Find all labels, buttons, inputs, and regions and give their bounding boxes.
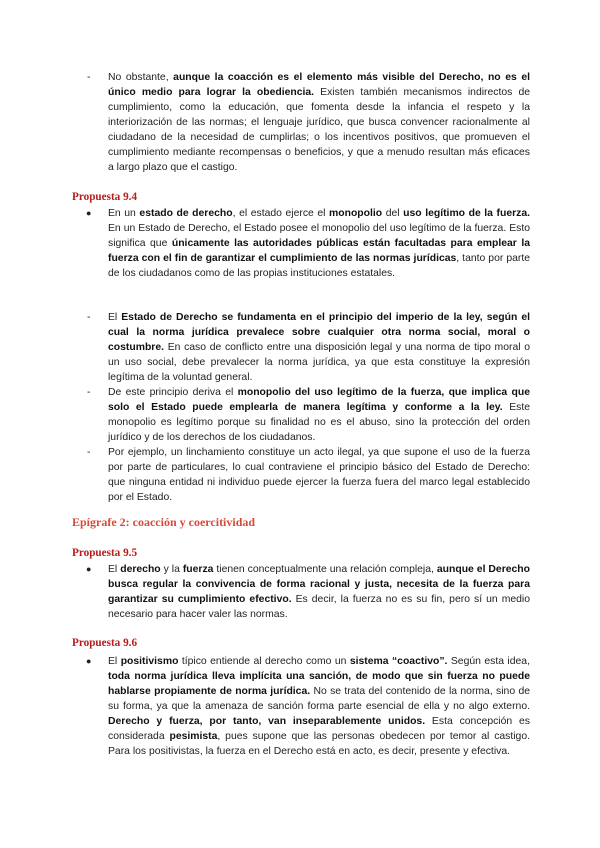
bold-text: Estado de Derecho se fundamenta en el principio del imperio de la ley, según el cual la norma jurídica prevalece sobre cualquier otra norma social, moral o costumbre. (108, 312, 530, 353)
body-text: Existen también mecanismos indirectos de cumplimiento, como la educación, que fomenta desde la infancia el respeto y la interiorización de las normas; el lenguaje jurídico, que busca convencer racionalmente al ciudadano de la necesidad de cumplirlas; o los incentivos positivos, que promueven el cumplimiento mediante recompensas o beneficios, y que a menudo resultan más eficaces a largo plazo que el castigo. (108, 87, 531, 173)
list-item (72, 445, 530, 505)
body-text: típico entiende al derecho como un (178, 656, 350, 667)
body-text: , tanto por parte de los ciudadanos como de las propias instituciones estatales. (108, 253, 531, 279)
bold-text: pesimista (169, 731, 218, 742)
body-text: y la (160, 564, 183, 575)
body-text: El (108, 564, 121, 575)
list-item (72, 70, 530, 175)
body-text: De este principio deriva el (108, 387, 238, 398)
bold-text: estado de derecho (139, 208, 233, 219)
bold-text: aunque la coacción es el elemento más visible del Derecho, no es el único medio para lograr la obediencia. (108, 72, 530, 98)
body-text: El (108, 656, 121, 667)
body-text: tienen conceptualmente una relación compleja, (213, 564, 437, 575)
body-text: No obstante, (108, 72, 174, 83)
body-text: , el estado ejerce el (232, 208, 330, 219)
bold-text: aunque el Derecho busca regular la convivencia de forma racional y justa, necesita de la fuerza para garantizar su cumplimiento efectivo. (108, 564, 530, 605)
body-text: , pues supone que las personas obedecen por temor al castigo. Para los positivistas, la fuerza en el Derecho está en acto, es decir, presente y efectiva. (108, 731, 530, 757)
list-item (72, 310, 530, 385)
dash-marker: - (87, 387, 91, 398)
bold-text: únicamente las autoridades públicas están facultadas para emplear la fuerza con el fin de garantizar el cumplimiento de las normas jurídicas (108, 238, 530, 264)
bold-text: Derecho y fuerza, por tanto, van inseparablemente unidos. (108, 716, 426, 727)
body-text: El (108, 312, 122, 323)
dash-marker: - (87, 447, 91, 458)
bold-text: monopolio (329, 208, 383, 219)
body-text: Este monopolio es legítimo porque su finalidad no es el abuso, sino la protección del orden jurídico y de los derechos de los ciudadanos. (108, 402, 530, 443)
heading-propuesta-9-6: Propuesta 9.6 (72, 637, 138, 649)
body-text: Por ejemplo, un linchamiento constituye un acto ilegal, ya que supone el uso de la fuerza por parte de particulares, lo cual contraviene el principio básico del Estado de Derecho: que ninguna entidad ni individuo puede ejercer la fuerza fuera del marco legal establecido por el Estado. (108, 447, 530, 503)
bullet-icon: ● (86, 208, 92, 218)
bold-text: toda norma jurídica lleva implícita una sanción, de modo que sin fuerza no puede hablarse propiamente de norma jurídica. (108, 671, 530, 697)
list-propuesta-9-5 (72, 562, 530, 622)
list-propuesta-9-6 (72, 654, 530, 759)
body-text: No se trata del contenido de la norma, sino de su forma, ya que la amenaza de sanción forma parte esencial de ella y no algo externo. (108, 686, 530, 712)
list-item (72, 206, 530, 281)
heading-propuesta-9-4: Propuesta 9.4 (72, 191, 138, 203)
bold-text: sistema “coactivo”. (349, 656, 448, 667)
heading-propuesta-9-5: Propuesta 9.5 (72, 547, 138, 559)
bullet-icon: ● (86, 656, 92, 666)
bold-text: derecho (120, 564, 161, 575)
body-text: del (382, 208, 404, 219)
bold-text: fuerza (182, 564, 214, 575)
epigrafe-heading: Epígrafe 2: coacción y coercitividad (72, 515, 256, 529)
list-continuation (72, 70, 530, 175)
bold-text: monopolio del uso legítimo de la fuerza, que implica que solo el Estado puede emplearla de manera legítima y conforme a la ley. (108, 387, 530, 413)
body-text: En un Estado de Derecho, el Estado posee el monopolio del uso legítimo de la fuerza. Esto significa que (108, 223, 530, 249)
body-text: Esta concepción es considerada (108, 716, 530, 742)
list-item (72, 385, 530, 445)
body-text: En un (108, 208, 140, 219)
body-text: En caso de conflicto entre una disposición legal y una norma de tipo moral o un uso social, debe prevalecer la norma jurídica, ya que esta constituye la expresión legítima de la voluntad general. (108, 342, 530, 383)
list-item (72, 654, 530, 759)
bullet-icon: ● (86, 564, 92, 574)
dash-marker: - (87, 72, 91, 83)
body-text: Es decir, la fuerza no es su fin, pero sí un medio necesario para hacer valer las normas. (108, 594, 531, 620)
body-text: Según esta idea, (447, 656, 530, 667)
list-propuesta-9-4 (72, 206, 530, 281)
bold-text: positivismo (120, 656, 179, 667)
bold-text: uso legítimo de la fuerza. (403, 208, 531, 219)
list-item (72, 562, 530, 622)
dash-marker: - (87, 312, 91, 323)
list-propuesta-9-4-details (72, 310, 530, 505)
